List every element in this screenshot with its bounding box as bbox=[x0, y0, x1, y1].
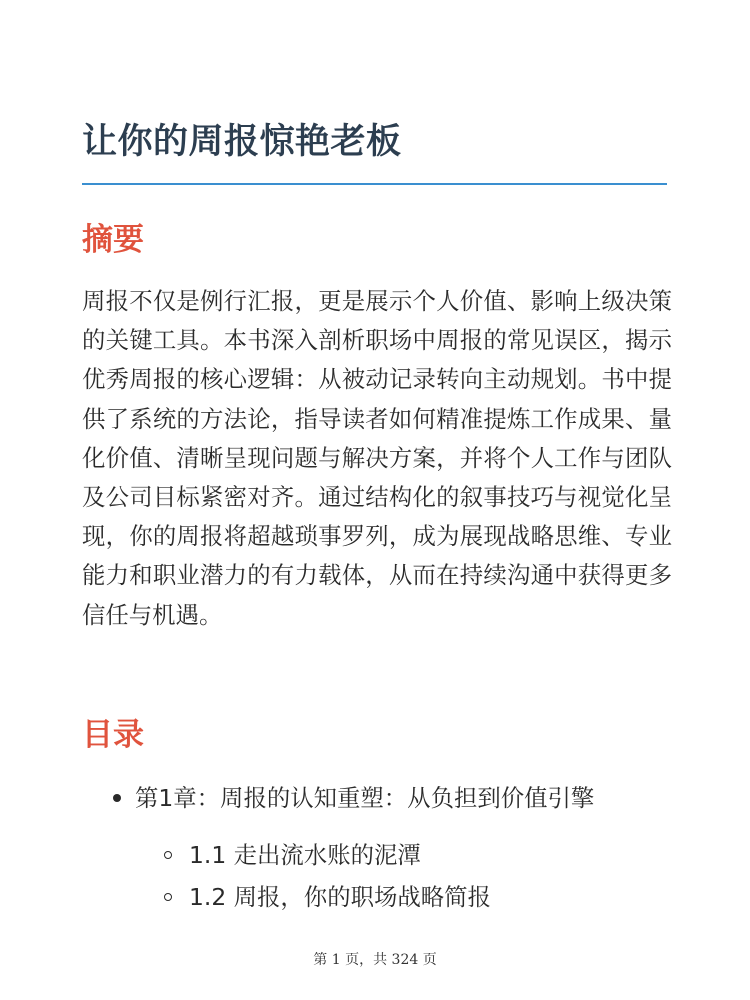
document-title: 让你的周报惊艳老板 bbox=[82, 122, 402, 162]
abstract-heading: 摘要 bbox=[82, 222, 144, 258]
toc-section-1-1[interactable]: 1.1 走出流水账的泥潭 bbox=[189, 841, 421, 869]
abstract-body: 周报不仅是例行汇报，更是展示个人价值、影响上级决策的关键工具。本书深入剖析职场中周报的常见误区，揭示优秀周报的核心逻辑：从被动记录转向主动规划。书中提供了系统的方法论，指导读者如何精准提炼工作成果、量化价值、清晰呈现问题与解决方案，并将个人工作与团队及公司目标紧密对齐。通过结构化的叙事技巧与视觉化呈现，你的周报将超越琐事罗列，成为展现战略思维、专业能力和职业潜力的有力载体，从而在持续沟通中获得更多信任与机遇。 bbox=[82, 287, 672, 629]
bullet-circle-icon bbox=[164, 851, 172, 859]
title-divider bbox=[82, 183, 667, 185]
toc-heading: 目录 bbox=[82, 717, 144, 753]
toc-chapter-1[interactable]: 第1章：周报的认知重塑：从负担到价值引擎 bbox=[135, 784, 595, 812]
page-indicator: 第 1 页，共 324 页 bbox=[313, 952, 437, 968]
bullet-circle-icon bbox=[164, 893, 172, 901]
toc-section-1-2[interactable]: 1.2 周报，你的职场战略简报 bbox=[189, 883, 491, 911]
bullet-disc-icon bbox=[113, 794, 121, 802]
